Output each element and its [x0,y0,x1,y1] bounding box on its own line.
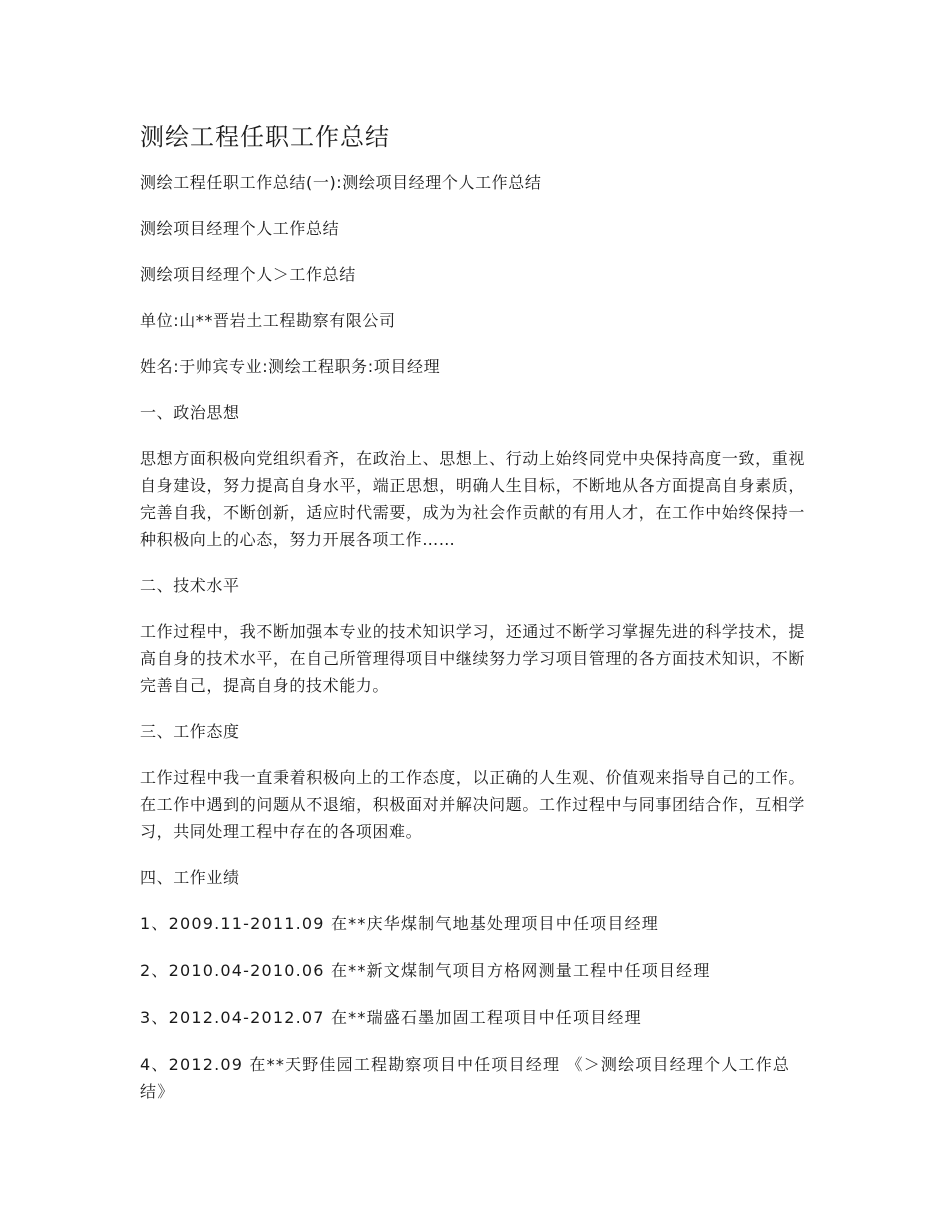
name-line: 姓名:于帅宾专业:测绘工程职务:项目经理 [140,357,441,376]
document-title: 测绘工程任职工作总结 [140,123,390,151]
section-heading-politics: 一、政治思想 [140,403,240,422]
section-heading-attitude: 三、工作态度 [140,722,240,741]
section-heading-summary-link: 测绘项目经理个人＞工作总结 [140,265,356,284]
achievement-item: 3、2012.04-2012.07 在**瑞盛石墨加固工程项目中任项目经理 [140,1008,642,1027]
section-body-politics: 思想方面积极向党组织看齐，在政治上、思想上、行动上始终同党中央保持高度一致，重视自身建设，努力提高自身水平，端正思想，明确人生目标，不断地从各方面提高自身素质，完善自我，不断创新，适应时代需要，成为为社会作贡献的有用人才，在工作中始终保持一种积极向上的心态，努力开展各项工作…… [140,449,805,549]
unit-line: 单位:山**晋岩土工程勘察有限公司 [140,311,396,330]
section-heading-summary: 测绘项目经理个人工作总结 [140,219,340,238]
section-heading-technical: 二、技术水平 [140,576,240,595]
section-body-technical: 工作过程中，我不断加强本专业的技术知识学习，还通过不断学习掌握先进的科学技术，提高自身的技术水平，在自己所管理得项目中继续努力学习项目管理的各方面技术知识，不断完善自己，提高自身的技术能力。 [140,622,805,695]
achievement-item: 4、2012.09 在**天野佳园工程勘察项目中任项目经理 《＞测绘项目经理个人工作总结》 [140,1055,791,1101]
document-subtitle: 测绘工程任职工作总结(一):测绘项目经理个人工作总结 [140,173,542,192]
document-page [140,118,805,1125]
section-body-attitude: 工作过程中我一直秉着积极向上的工作态度，以正确的人生观、价值观来指导自己的工作。在工作中遇到的问题从不退缩，积极面对并解决问题。工作过程中与同事团结合作，互相学习，共同处理工程中存在的各项困难。 [140,768,805,841]
achievement-item: 1、2009.11-2011.09 在**庆华煤制气地基处理项目中任项目经理 [140,914,659,933]
section-heading-achievements: 四、工作业绩 [140,868,240,887]
achievement-item: 2、2010.04-2010.06 在**新文煤制气项目方格网测量工程中任项目经理 [140,961,711,980]
